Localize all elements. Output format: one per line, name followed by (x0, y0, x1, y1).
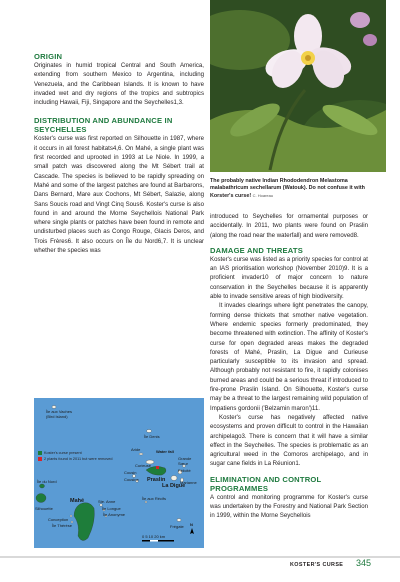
label-conception: Conception (48, 517, 69, 522)
label-grande-soeur: Grande Sœur (178, 456, 192, 466)
label-ile-anonyme: Île Anonyme (103, 512, 126, 517)
label-cousin: Cousin (124, 470, 137, 475)
left-column (34, 52, 204, 255)
damage-heading: DAMAGE AND THREATS (210, 245, 304, 255)
distribution-map (34, 398, 204, 548)
page-number: 345 (356, 558, 372, 568)
control-heading: ELIMINATION AND CONTROL PROGRAMMES (210, 474, 322, 493)
label-ile-aux-recifs: Île aux Récifs (142, 496, 167, 501)
distribution-heading: DISTRIBUTION AND ABUNDANCE IN SEYCHELLES (34, 116, 173, 135)
caption-credit: C. Hoareau (252, 193, 274, 198)
photo-caption (210, 178, 368, 200)
label-felicite: Félicité (178, 468, 191, 473)
label-waterfall: Water fall (156, 449, 174, 454)
label-marianne: Marianne (180, 480, 197, 485)
label-praslin: Praslin (147, 477, 166, 483)
intro-paragraph: introduced to Seychelles for ornamental purposes or accidentally. In 2011, two plants were found on Praslin (along the road near the waterfall) and were removed8. (210, 213, 368, 239)
label-denis: Île Denis (144, 434, 160, 439)
control-paragraph-1: A control and monitoring programme for Koster's curse was undertaken by the Forestry and National Park Section in 1999, within the Morne Seychellois (210, 493, 368, 520)
label-fregate: Frégate (170, 524, 184, 529)
caption-text: The probably native Indian Rhododendron Melastoma malabathricum sechellarum (Watouk). Do not confuse it with Korster's curse! (210, 178, 365, 199)
damage-paragraph-1: Koster's curse was listed as a priority species for control at an IAS prioritisation workshop (November 2010)9. It is a proficient invader10 of major concern to nature conservation in the Seychelles because it is apparently able to invade sensitive areas of high biodiversity. (210, 255, 368, 301)
label-ile-therese: Île Thérèse (52, 523, 72, 528)
origin-heading: ORIGIN (34, 52, 63, 61)
label-la-digue: La Digue (162, 483, 186, 489)
flower-photo (210, 0, 386, 172)
label-cousine: Cousine (124, 477, 139, 482)
legend-present: Koster's curse present (44, 451, 82, 455)
label-mahe: Mahé (70, 498, 85, 504)
label-ste-anne: Ste. Anne (98, 499, 116, 504)
footer-title: KOSTER'S CURSE (290, 562, 344, 568)
legend-swatch-removed (38, 457, 42, 461)
legend-removed: 2 plants found in 2011 but were removed (44, 457, 113, 461)
north-arrow-label: N (190, 522, 193, 527)
map-legend (38, 450, 113, 462)
damage-paragraph-2: It invades clearings where light penetrates the canopy, forming dense thickets that smother native vegetation. Where endemic species formerly predominated, they become threatened with extinction. The affinity of Koster's curse for open degraded areas makes the degraded forests of Mahé, Praslin, La Digue and Curieuse particularly susceptible to its invasion and spread. Although probably not resistant to fire, it rapidly colonises burned areas and could be a serious threat if introduced to fire-prone Praslin Island. On Silhouette, Koster's curse may be a threat to the largest remaining wild population of Impatiens gordonii ('Belzamin maron')11. (210, 302, 368, 412)
label-ile-du-nord: Île du Nord (37, 479, 57, 484)
damage-paragraph-3: Koster's curse has negatively affected native ecosystems and proven difficult to control in the Hawaiian archipelago3. There is concern that it will have a similar effect in the Seychelles. The species is problematic as an agricultural weed in the Comoros archipelago, and in sugar cane fields in La Réunion1. (210, 413, 368, 468)
right-column (210, 212, 368, 521)
label-bird-island: Île aux Vaches (Bird Island) (46, 409, 72, 419)
label-aride: Aride (131, 447, 141, 452)
footer-rule (0, 556, 400, 558)
origin-text: Originates in humid tropical Central and South America, extending from southern Mexico to Argentina, including Venezuela, and the Caribbean Islands. It is known to have invaded wet and dry regions of the tropics and subtropics including Hawaii, Fiji, Singapore and the Seychelles1,3. (34, 62, 204, 107)
label-silhouette: Silhouette (35, 506, 53, 511)
distribution-text: Koster's curse was first reported on Silhouette in 1987, where it occurs in all forest habitats4,6. On Mahé, a single plant was first recorded and uprooted in 1993 at Le Niole. In 1999, a small patch was discovered along the Mt Sébert trail at Cascade. The species is believed to be rapidly spreading on Mahé and some of the largest patches are found at Barbarons, Dans Bernard, Mare aux Cochons, Mt Sébert, Salazie, along Sans Soucis road and Vingt Cinq Sous6. Koster's curse is also found in and around the Morne Seychellois National Park where single plants or patches have been found in remote and undisturbed places such as Congo Rouge, Glacis Deros, and Trois Frères6. It also occurs on Île du Nord6,7. It is unclear whether the species was (34, 135, 204, 255)
label-ile-longue: Île Longue (102, 506, 121, 511)
label-curieuse: Curieuse (135, 463, 152, 468)
legend-swatch-present (38, 451, 42, 455)
scale-bar-label: 0 5 10 20 km (142, 534, 166, 539)
